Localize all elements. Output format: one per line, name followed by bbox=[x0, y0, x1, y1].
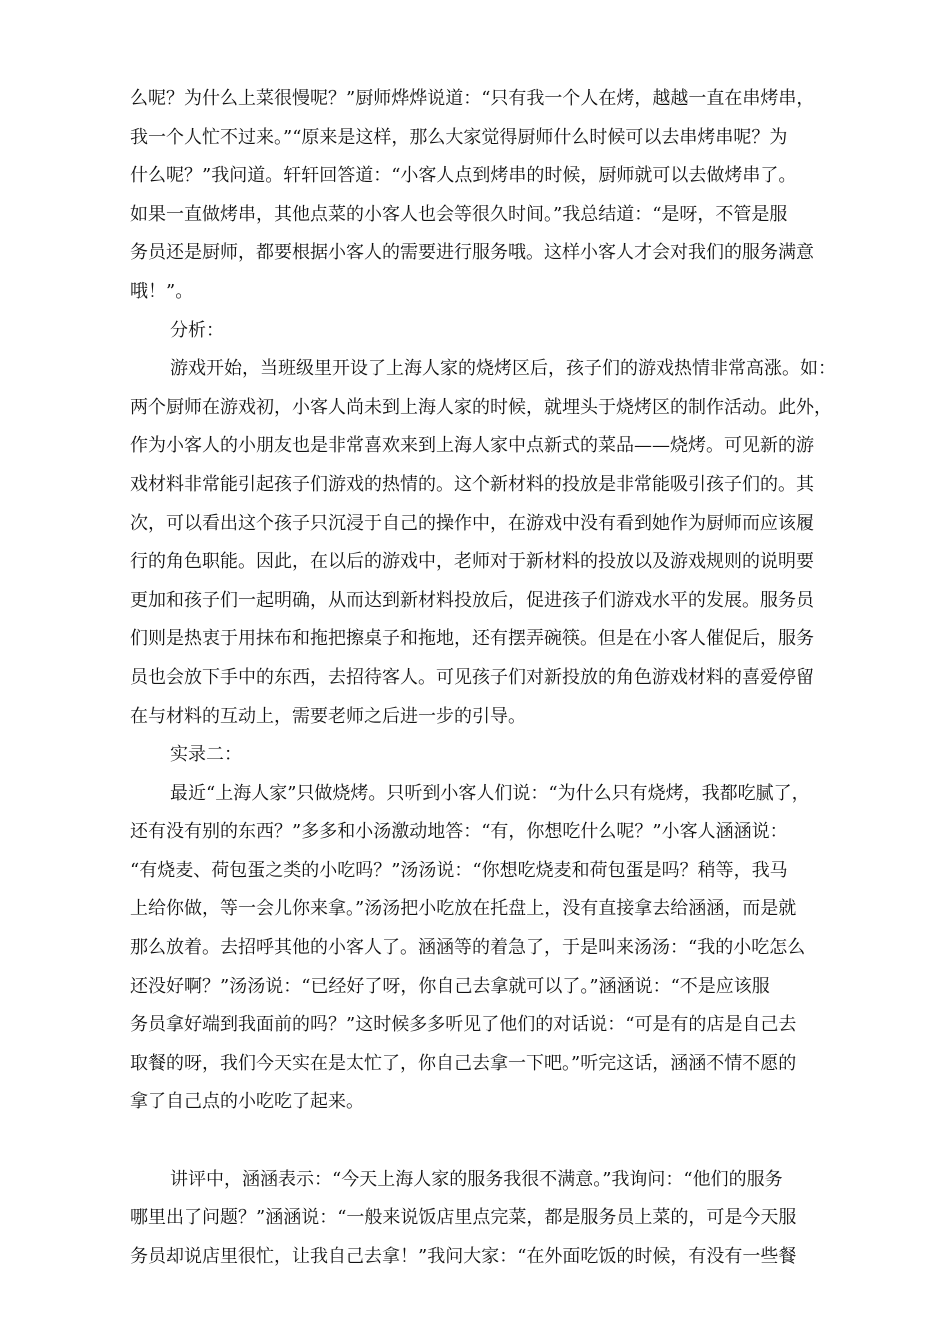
text-line: 取餐的呀，我们今天实在是太忙了，你自己去拿一下吧。”听完这话，涵涵不情不愿的 bbox=[130, 1052, 797, 1074]
text-line: 们则是热衷于用抹布和拖把擦桌子和拖地，还有摆弄碗筷。但是在小客人催促后，服务 bbox=[130, 628, 814, 650]
text-line: 行的角色职能。因此，在以后的游戏中，老师对于新材料的投放以及游戏规则的说明要 bbox=[130, 551, 814, 573]
text-line: 么呢？为什么上菜很慢呢？”厨师烨烨说道：“只有我一个人在烤，越越一直在串烤串， bbox=[130, 88, 815, 109]
text-line: 员也会放下手中的东西，去招待客人。可见孩子们对新投放的角色游戏材料的喜爱停留 bbox=[130, 666, 814, 688]
text-line: 务员却说店里很忙，让我自己去拿！”我问大家：“在外面吃饭的时候，有没有一些餐 bbox=[130, 1245, 797, 1267]
text-line: 上给你做，等一会儿你来拿。”汤汤把小吃放在托盘上，没有直接拿去给涵涵，而是就 bbox=[130, 898, 797, 920]
text-line: 我一个人忙不过来。”“原来是这样，那么大家觉得厨师什么时候可以去串烤串呢？为 bbox=[130, 126, 788, 148]
section-heading-record-two: 实录二： bbox=[170, 744, 242, 766]
text-line: “有烧麦、荷包蛋之类的小吃吗？”汤汤说：“你想吃烧麦和荷包蛋是吗？稍等，我马 bbox=[130, 859, 788, 881]
text-line: 次，可以看出这个孩子只沉浸于自己的操作中，在游戏中没有看到她作为厨师而应该履 bbox=[130, 512, 814, 534]
text-line: 最近“上海人家”只做烧烤。只听到小客人们说：“为什么只有烧烤，我都吃腻了， bbox=[170, 782, 810, 804]
section-heading-analysis: 分析： bbox=[170, 319, 224, 341]
text-line: 游戏开始，当班级里开设了上海人家的烧烤区后，孩子们的游戏热情非常高涨。如： bbox=[170, 358, 836, 380]
paragraph-gap bbox=[130, 1122, 890, 1161]
text-line: 作为小客人的小朋友也是非常喜欢来到上海人家中点新式的菜品——烧烤。可见新的游 bbox=[130, 435, 814, 457]
text-line: 拿了自己点的小吃吃了起来。 bbox=[130, 1091, 364, 1113]
text-line: 务员还是厨师，都要根据小客人的需要进行服务哦。这样小客人才会对我们的服务满意 bbox=[130, 242, 814, 264]
document-page bbox=[130, 80, 890, 1276]
text-line: 那么放着。去招呼其他的小客人了。涵涵等的着急了，于是叫来汤汤：“我的小吃怎么 bbox=[130, 937, 806, 959]
text-line: 两个厨师在游戏初，小客人尚未到上海人家的时候，就埋头于烧烤区的制作活动。此外， bbox=[130, 396, 832, 418]
text-line: 哦！”。 bbox=[130, 280, 194, 302]
text-line: 戏材料非常能引起孩子们游戏的热情的。这个新材料的投放是非常能吸引孩子们的。其 bbox=[130, 473, 814, 495]
text-line: 务员拿好端到我面前的吗？”这时候多多听见了他们的对话说：“可是有的店是自己去 bbox=[130, 1014, 797, 1036]
text-line: 还有没有别的东西？”多多和小汤激动地答：“有，你想吃什么呢？”小客人涵涵说： bbox=[130, 821, 788, 843]
text-line: 讲评中，涵涵表示：“今天上海人家的服务我很不满意。”我询问：“他们的服务 bbox=[170, 1168, 783, 1190]
text-line: 更加和孩子们一起明确，从而达到新材料投放后，促进孩子们游戏水平的发展。服务员 bbox=[130, 589, 814, 611]
text-line: 如果一直做烤串，其他点菜的小客人也会等很久时间。”我总结道：“是呀，不管是服 bbox=[130, 203, 788, 225]
text-line: 还没好啊？”汤汤说：“已经好了呀，你自己去拿就可以了。”涵涵说：“不是应该服 bbox=[130, 975, 770, 997]
text-line: 在与材料的互动上，需要老师之后进一步的引导。 bbox=[130, 705, 526, 727]
text-line: 什么呢？”我问道。轩轩回答道：“小客人点到烤串的时候，厨师就可以去做烤串了。 bbox=[130, 165, 797, 187]
text-line: 哪里出了问题？”涵涵说：“一般来说饭店里点完菜，都是服务员上菜的，可是今天服 bbox=[130, 1207, 797, 1229]
